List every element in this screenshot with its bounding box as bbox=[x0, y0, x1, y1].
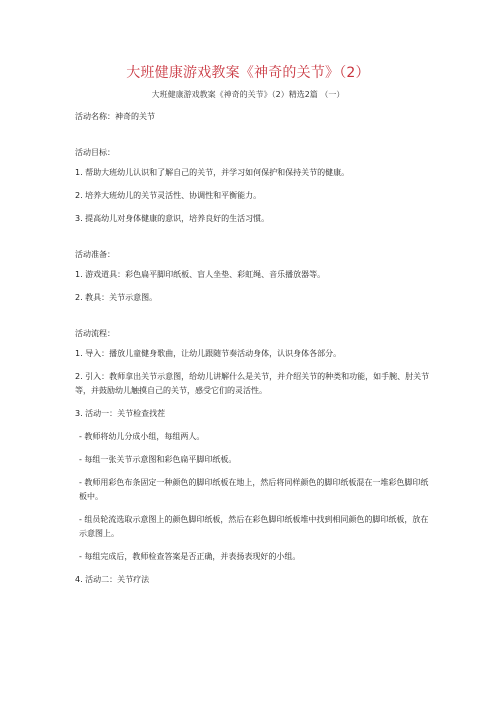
activity1-step-1: - 教师将幼儿分成小组，每组两人。 bbox=[79, 432, 205, 441]
process-item-1: 1. 导入：播放儿童健身歌曲，让幼儿跟随节奏活动身体，认识身体各部分。 bbox=[75, 349, 342, 358]
activity1-step-4: - 组员轮流选取示意图上的颜色脚印纸板，然后在彩色脚印纸板堆中找到相同颜色的脚印纸板，放在示意图上。 bbox=[79, 515, 429, 538]
activity2-heading: 4. 活动二：关节疗法 bbox=[75, 575, 150, 584]
document-subtitle: 大班健康游戏教案《神奇的关节》（2）精选2篇 （一） bbox=[151, 90, 345, 99]
activity-name: 活动名称：神奇的关节 bbox=[75, 112, 155, 121]
prep-heading: 活动准备： bbox=[75, 250, 115, 259]
prep-item-1: 1. 游戏道具：彩色扁平脚印纸板、盲人坐垫、彩虹绳、音乐播放器等。 bbox=[75, 270, 326, 279]
goal-item-1: 1. 帮助大班幼儿认识和了解自己的关节，并学习如何保护和保持关节的健康。 bbox=[75, 168, 350, 177]
activity1-step-2: - 每组一张关节示意图和彩色扁平脚印纸板。 bbox=[79, 455, 237, 464]
goal-item-3: 3. 提高幼儿对身体健康的意识，培养良好的生活习惯。 bbox=[75, 214, 270, 223]
activity1-step-3: - 教师用彩色布条固定一种颜色的脚印纸板在地上，然后将同样颜色的脚印纸板混在一堆彩色脚印纸板中。 bbox=[79, 478, 429, 501]
activity1-step-5: - 每组完成后，教师检查答案是否正确，并表扬表现好的小组。 bbox=[79, 552, 301, 561]
document-body bbox=[75, 110, 435, 587]
prep-item-2: 2. 教具：关节示意图。 bbox=[75, 293, 158, 302]
process-item-2: 2. 引入：教师拿出关节示意图，给幼儿讲解什么是关节，并介绍关节的种类和功能，如手腕、肘关节等，并鼓励幼儿触摸自己的关节，感受它们的灵活性。 bbox=[75, 372, 430, 395]
process-heading: 活动流程： bbox=[75, 329, 115, 338]
goals-heading: 活动目标： bbox=[75, 148, 115, 157]
document-title: 大班健康游戏教案《神奇的关节》（2） bbox=[126, 65, 370, 81]
process-item-3: 3. 活动一：关节检查找茬 bbox=[75, 409, 166, 418]
goal-item-2: 2. 培养大班幼儿的关节灵活性、协调性和平衡能力。 bbox=[75, 191, 262, 200]
